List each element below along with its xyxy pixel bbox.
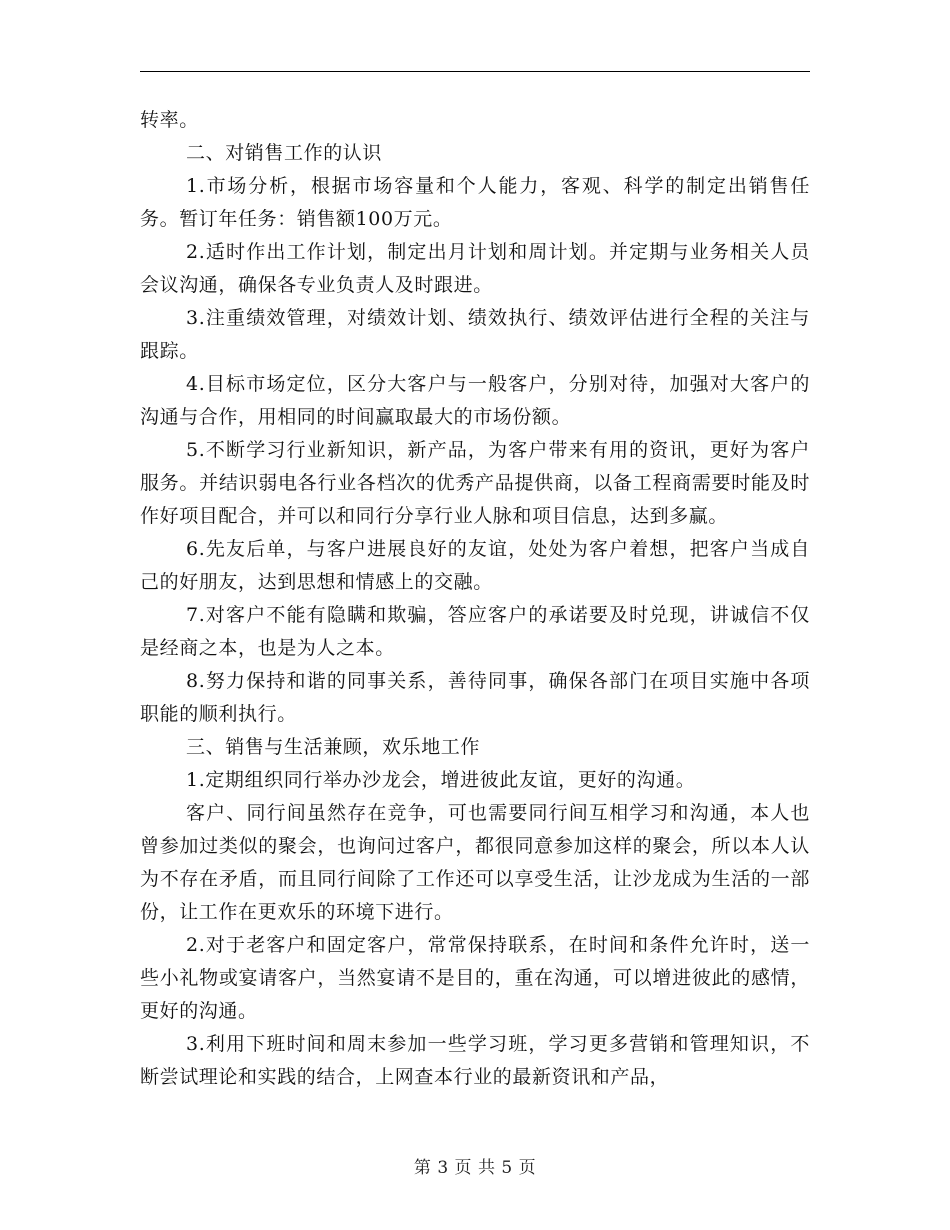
paragraph: 2.适时作出工作计划，制定出月计划和周计划。并定期与业务相关人员会议沟通，确保各专业负责人及时跟进。 <box>140 241 810 296</box>
paragraph: 8.努力保持和谐的同事关系，善待同事，确保各部门在项目实施中各项职能的顺利执行。 <box>140 670 810 725</box>
document-body <box>140 104 810 1094</box>
header-rule <box>140 71 810 72</box>
paragraph: 2.对于老客户和固定客户，常常保持联系，在时间和条件允许时，送一些小礼物或宴请客户，当然宴请不是目的，重在沟通，可以增进彼此的感情，更好的沟通。 <box>140 934 810 1022</box>
paragraph: 6.先友后单，与客户进展良好的友谊，处处为客户着想，把客户当成自己的好朋友，达到思想和情感上的交融。 <box>140 538 810 593</box>
paragraph: 3.利用下班时间和周末参加一些学习班，学习更多营销和管理知识，不断尝试理论和实践的结合，上网查本行业的最新资讯和产品， <box>140 1033 810 1088</box>
paragraph: 7.对客户不能有隐瞒和欺骗，答应客户的承诺要及时兑现，讲诚信不仅是经商之本，也是为人之本。 <box>140 604 810 659</box>
paragraph: 二、对销售工作的认识 <box>186 142 383 164</box>
paragraph: 3.注重绩效管理，对绩效计划、绩效执行、绩效评估进行全程的关注与跟踪。 <box>140 307 810 362</box>
paragraph: 1.市场分析，根据市场容量和个人能力，客观、科学的制定出销售任务。暂订年任务：销售额100万元。 <box>140 175 810 230</box>
paragraph: 客户、同行间虽然存在竞争，可也需要同行间互相学习和沟通，本人也曾参加过类似的聚会，也询问过客户，都很同意参加这样的聚会，所以本人认为不存在矛盾，而且同行间除了工作还可以享受生活，让沙龙成为生活的一部份，让工作在更欢乐的环境下进行。 <box>140 802 810 923</box>
page-footer: 第 3 页 共 5 页 <box>413 1158 537 1178</box>
paragraph: 1.定期组织同行举办沙龙会，增进彼此友谊，更好的沟通。 <box>186 769 696 791</box>
paragraph: 三、销售与生活兼顾，欢乐地工作 <box>186 736 481 758</box>
paragraph: 转率。 <box>140 109 199 131</box>
paragraph: 4.目标市场定位，区分大客户与一般客户，分别对待，加强对大客户的沟通与合作，用相同的时间赢取最大的市场份额。 <box>140 373 810 428</box>
paragraph: 5.不断学习行业新知识，新产品，为客户带来有用的资讯，更好为客户服务。并结识弱电各行业各档次的优秀产品提供商，以备工程商需要时能及时作好项目配合，并可以和同行分享行业人脉和项目信息，达到多赢。 <box>140 439 810 527</box>
